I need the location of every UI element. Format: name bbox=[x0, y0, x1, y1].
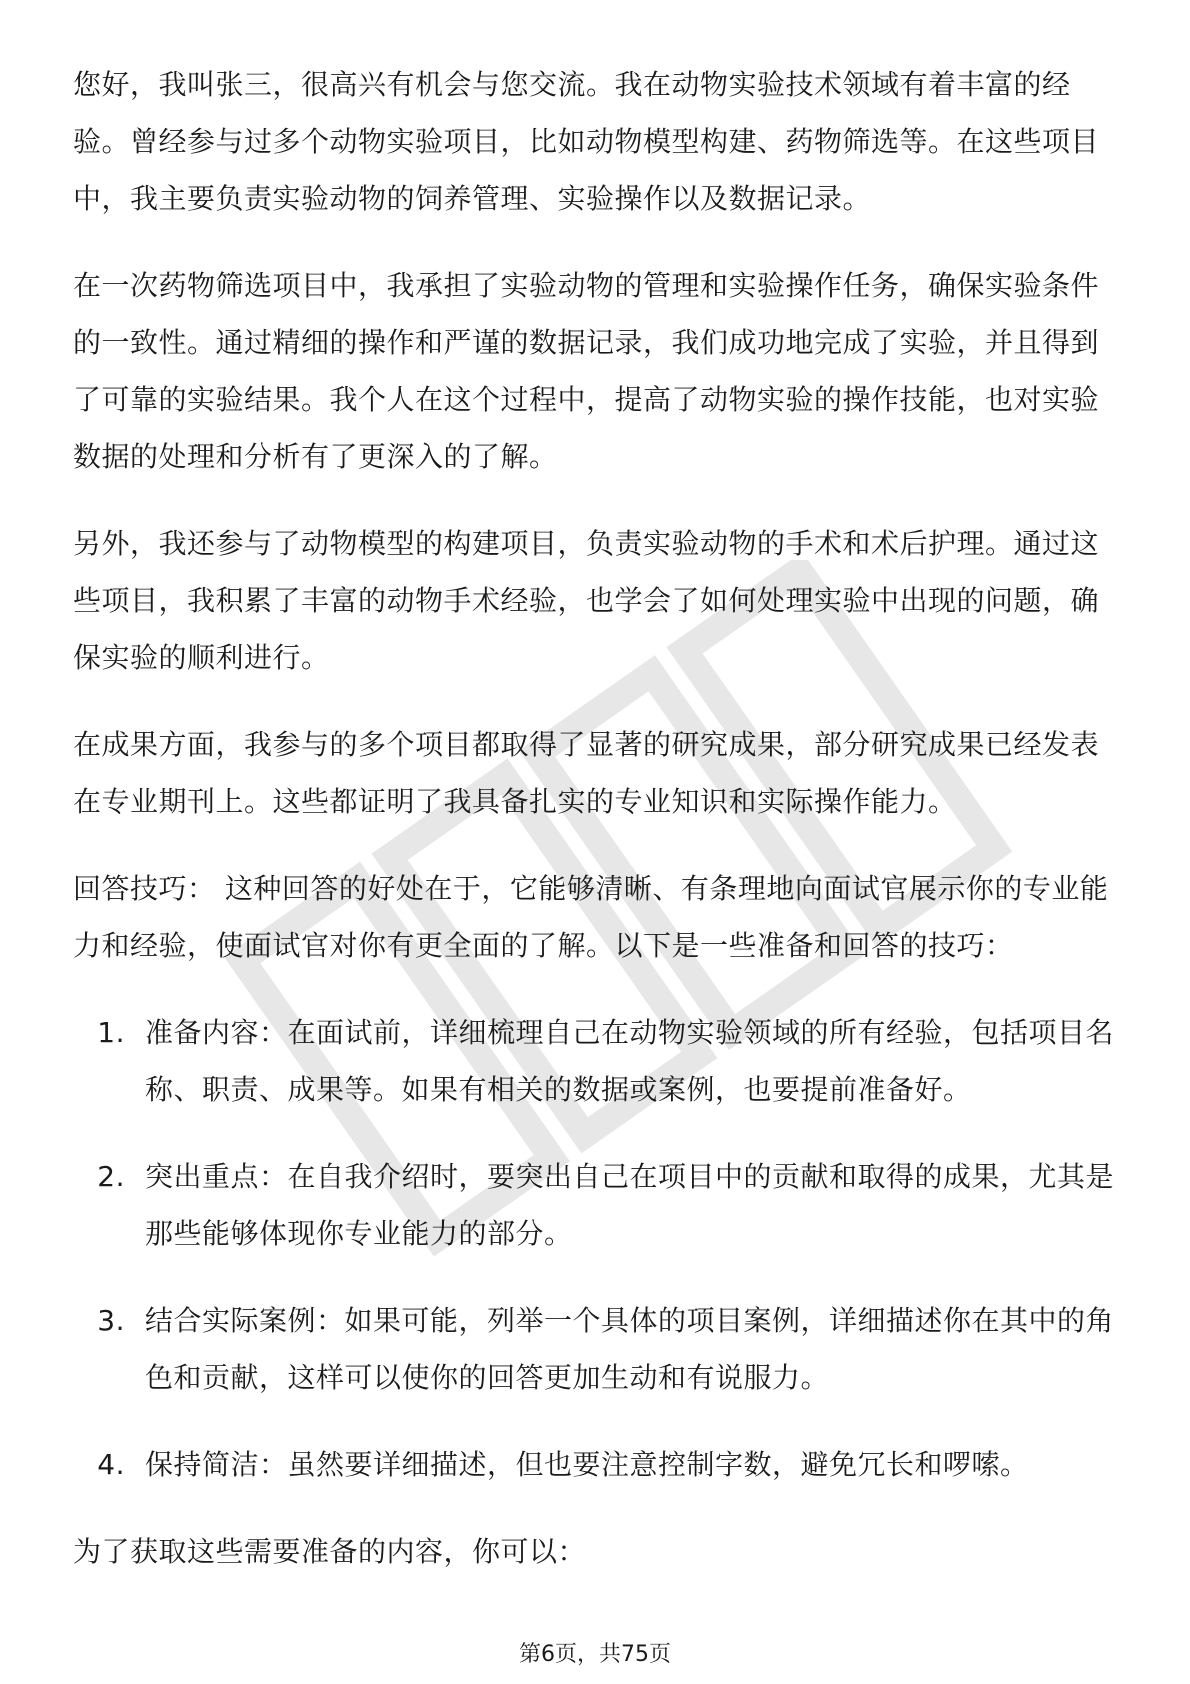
list-item-number: 3. bbox=[97, 1304, 125, 1337]
list-item-text: 准备内容：在面试前，详细梳理自己在动物实验领域的所有经验，包括项目名称、职责、成果等。如果有相关的数据或案例，也要提前准备好。 bbox=[145, 1016, 1115, 1106]
list-item-number: 1. bbox=[97, 1016, 125, 1049]
list-item-number: 2. bbox=[97, 1160, 125, 1193]
page-footer: 第6页，共75页 bbox=[519, 1642, 671, 1667]
list-item bbox=[73, 1148, 1125, 1262]
list-item-text: 突出重点：在自我介绍时，要突出自己在项目中的贡献和取得的成果，尤其是那些能够体现你专业能力的部分。 bbox=[145, 1160, 1115, 1250]
list-item-text: 保持简洁：虽然要详细描述，但也要注意控制字数，避免冗长和啰嗦。 bbox=[145, 1448, 1029, 1481]
paragraph-animal-model: 另外，我还参与了动物模型的构建项目，负责实验动物的手术和术后护理。通过这些项目，我积累了丰富的动物手术经验，也学会了如何处理实验中出现的问题，确保实验的顺利进行。 bbox=[73, 527, 1100, 674]
list-item-text: 结合实际案例：如果可能，列举一个具体的项目案例，详细描述你在其中的角色和贡献，这样可以使你的回答更加生动和有说服力。 bbox=[145, 1304, 1115, 1394]
paragraph-closing: 为了获取这些需要准备的内容，你可以： bbox=[73, 1535, 587, 1568]
paragraph-achievements: 在成果方面，我参与的多个项目都取得了显著的研究成果，部分研究成果已经发表在专业期刊上。这些都证明了我具备扎实的专业知识和实际操作能力。 bbox=[73, 728, 1100, 818]
list-item-number: 4. bbox=[97, 1448, 125, 1481]
tips-list bbox=[73, 1004, 1125, 1493]
list-item bbox=[73, 1004, 1125, 1118]
paragraph-drug-screening: 在一次药物筛选项目中，我承担了实验动物的管理和实验操作任务，确保实验条件的一致性。通过精细的操作和严谨的数据记录，我们成功地完成了实验，并且得到了可靠的实验结果。我个人在这个过程中，提高了动物实验的操作技能，也对实验数据的处理和分析有了更深入的了解。 bbox=[73, 269, 1100, 473]
paragraph-answer-tips: 回答技巧： 这种回答的好处在于，它能够清晰、有条理地向面试官展示你的专业能力和经验，使面试官对你有更全面的了解。以下是一些准备和回答的技巧： bbox=[73, 872, 1109, 962]
list-item bbox=[73, 1436, 1125, 1493]
document-body bbox=[73, 56, 1125, 1610]
paragraph-intro: 您好，我叫张三，很高兴有机会与您交流。我在动物实验技术领域有着丰富的经验。曾经参与过多个动物实验项目，比如动物模型构建、药物筛选等。在这些项目中，我主要负责实验动物的饲养管理、实验操作以及数据记录。 bbox=[73, 68, 1100, 215]
list-item bbox=[73, 1292, 1125, 1406]
